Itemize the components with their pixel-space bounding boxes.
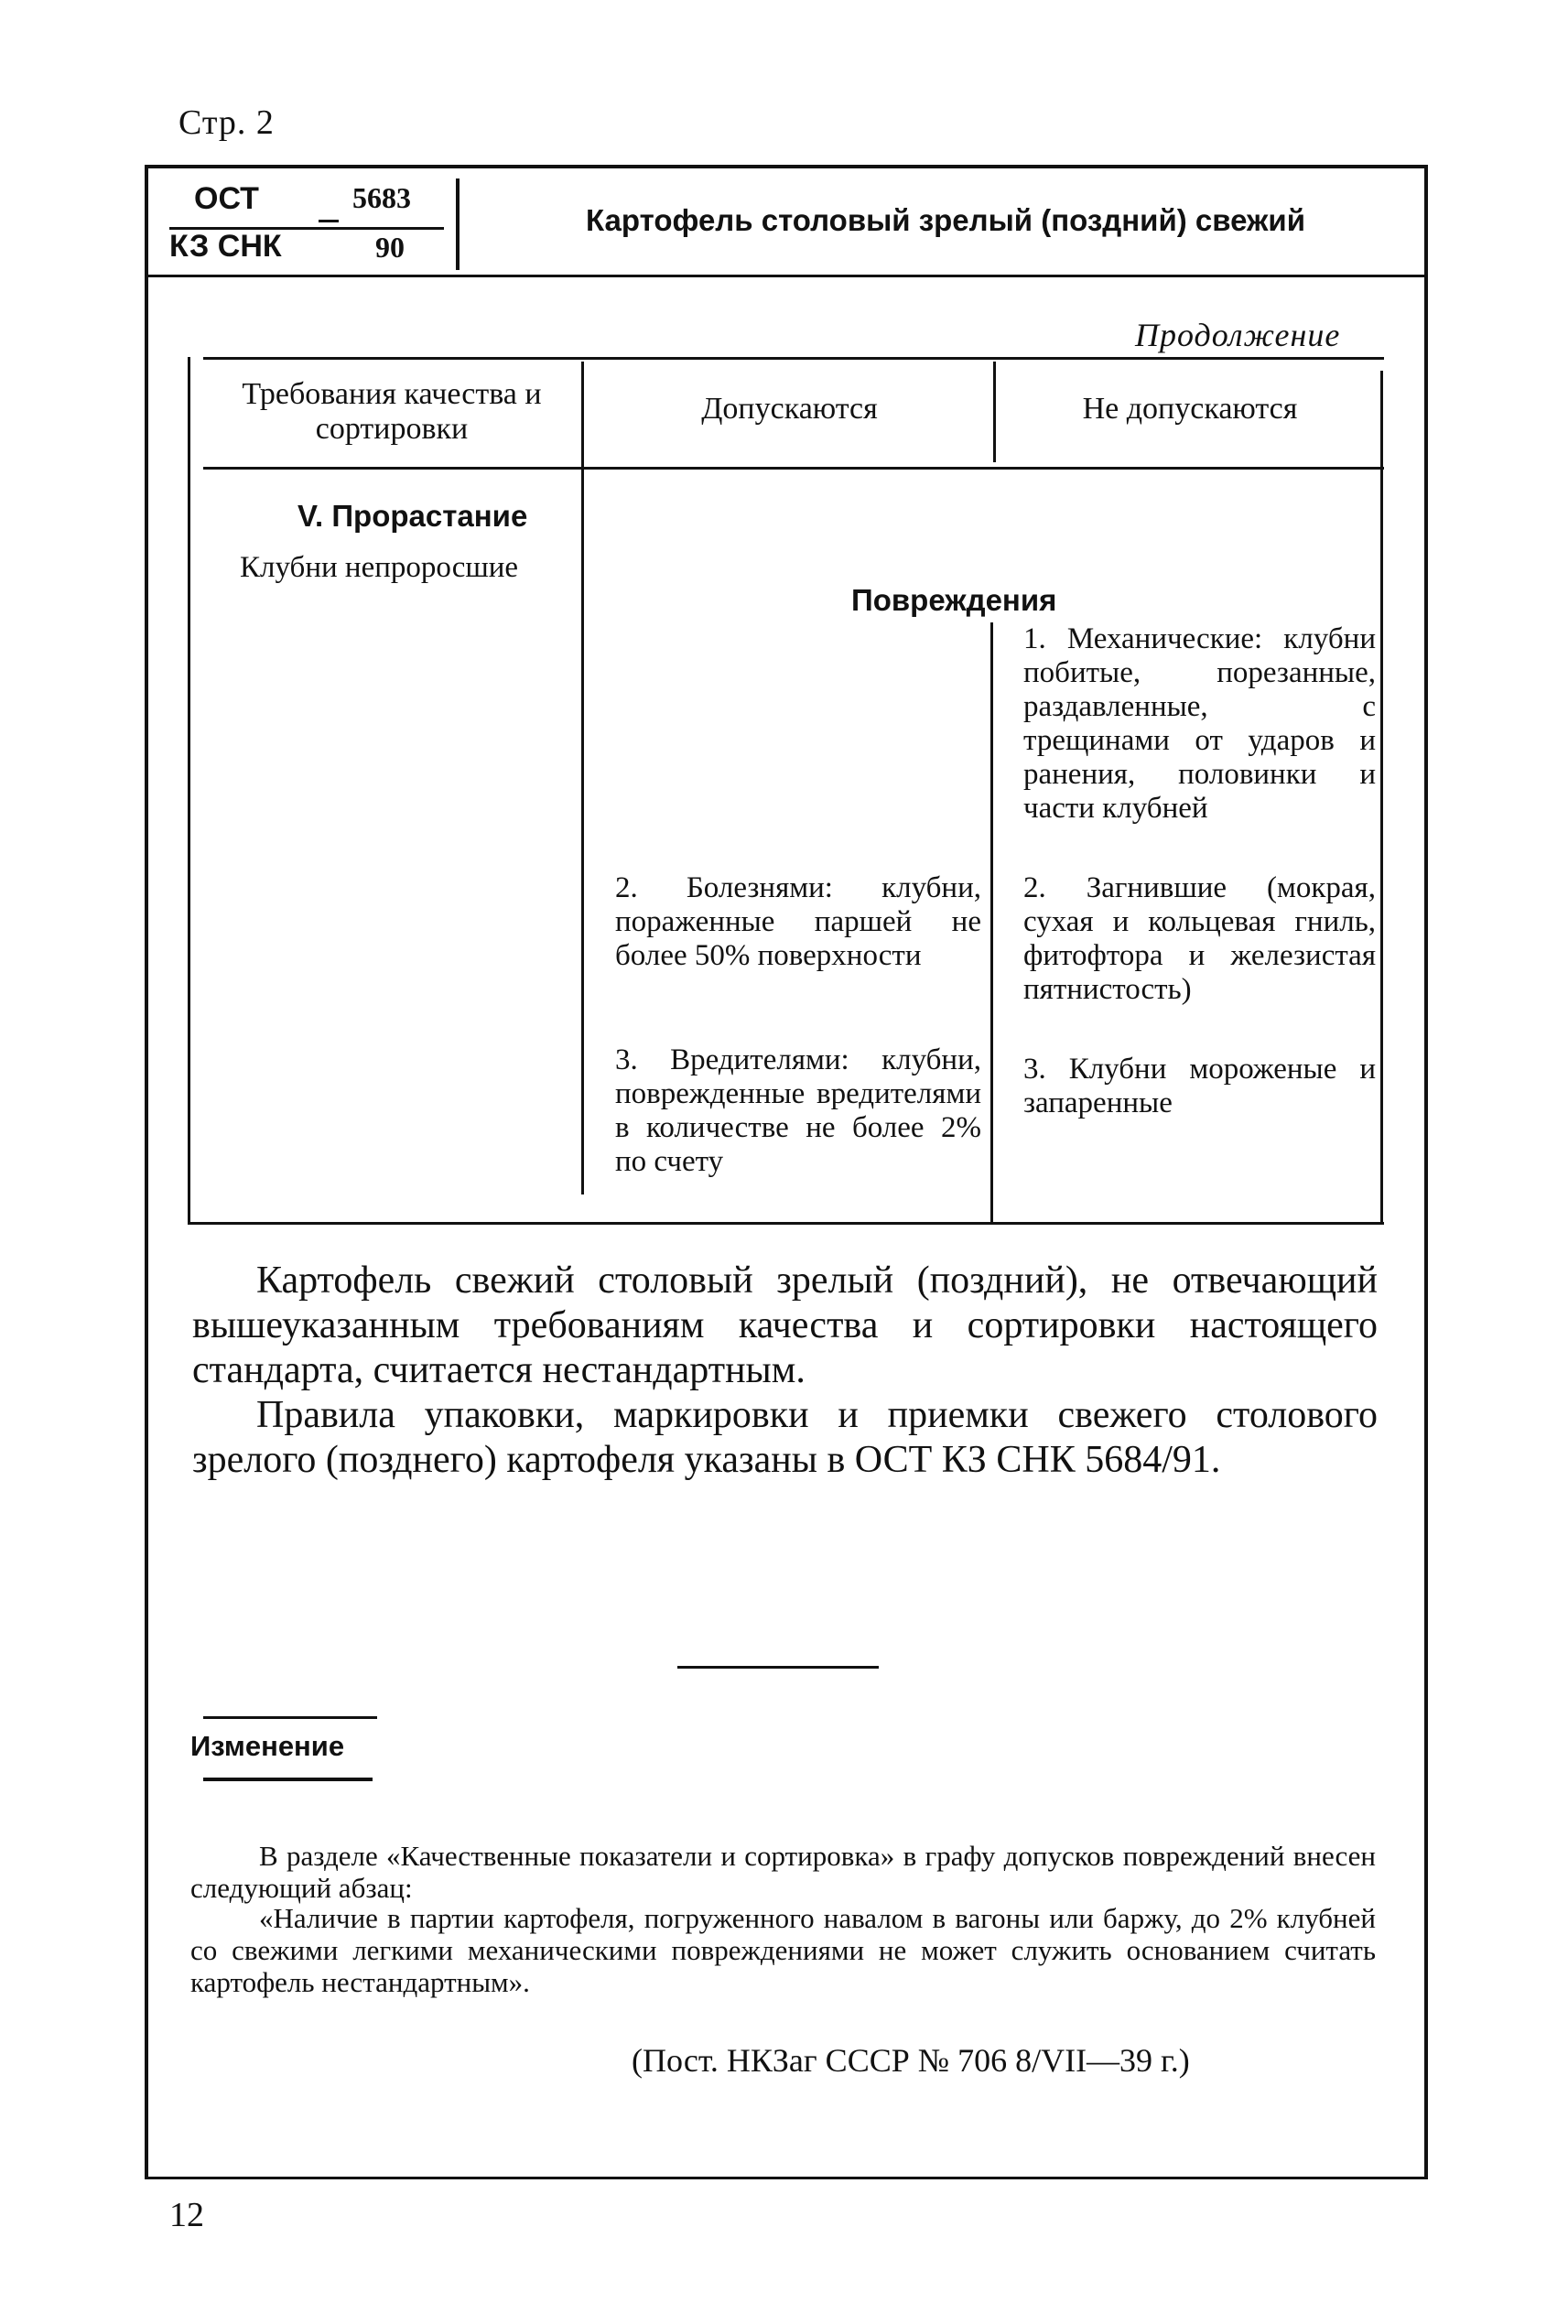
header-num-top: 5683 xyxy=(352,181,411,214)
change-text-1: В разделе «Качественные показатели и сортировка» в графу допусков повреждений внесен следующий абзац: xyxy=(190,1840,1376,1904)
table-header-bottom-rule xyxy=(203,467,1384,470)
body-paragraph-2: Правила упаковки, маркировки и приемки свежего столового зрелого (позднего) картофеля указаны в ОСТ КЗ СНК 5684/91. xyxy=(192,1394,1378,1481)
change-heading: Изменение xyxy=(190,1730,345,1762)
table-left-rule xyxy=(188,357,190,1222)
not-allowed-item-1: 1. Механические: клубни побитые, порезанные, раздавленные, с трещинами от ударов и ранения, половинки и части клубней xyxy=(1023,622,1376,825)
table-col1-rule xyxy=(581,362,584,1194)
page-label: Стр. 2 xyxy=(178,103,275,142)
table-header-not-allowed: Не допускаются xyxy=(1082,392,1298,426)
document-title: Картофель столовый зрелый (поздний) свежий xyxy=(586,203,1306,237)
table-right-rule xyxy=(1380,371,1383,1222)
section-separator xyxy=(677,1666,879,1669)
page-number: 12 xyxy=(169,2196,204,2234)
not-allowed-item-3: 3. Клубни мороженые и запаренные xyxy=(1023,1053,1376,1119)
change-text-2: «Наличие в партии картофеля, погруженного навалом в вагоны или баржу, до 2% клубней со свежими легкими механическими повреждениями не может служить основанием считать картофель нестандартным». xyxy=(190,1902,1376,1998)
frame-left-rule xyxy=(145,165,148,2178)
table-col2-rule-body xyxy=(990,622,993,1222)
not-allowed-item-2: 2. Загнившие (мокрая, сухая и кольцевая гниль, фитофтора и железистая пятнистость) xyxy=(1023,871,1376,1006)
table-header-requirements: Требования качества и сортировки xyxy=(242,377,542,446)
continuation-label: Продолжение xyxy=(1135,317,1341,353)
damage-heading: Повреждения xyxy=(851,583,1057,617)
table-col2-rule-head xyxy=(993,362,996,462)
requirement-text: Клубни непроросшие xyxy=(240,551,519,584)
change-rule-bottom xyxy=(203,1778,373,1781)
section-heading: V. Прорастание xyxy=(297,499,528,533)
header-num-bottom: 90 xyxy=(375,231,405,264)
header-code-top: ОСТ xyxy=(194,181,259,216)
body-paragraph-1: Картофель свежий столовый зрелый (поздний), не отвечающий вышеуказанным требованиям качества и сортировки настоящего стандарта, считается нестандартным. xyxy=(192,1259,1378,1391)
frame-top-rule xyxy=(146,165,1428,168)
table-top-rule xyxy=(203,357,1384,360)
header-code-bottom: КЗ СНК xyxy=(169,229,282,264)
allowed-item-3: 3. Вредителями: клубни, поврежденные вредителями в количестве не более 2% по счету xyxy=(615,1043,981,1178)
header-dash xyxy=(319,220,339,222)
header-bottom-rule xyxy=(146,275,1426,277)
allowed-item-2: 2. Болезнями: клубни, пораженные паршей не более 50% поверхности xyxy=(615,871,981,972)
table-header-allowed: Допускаются xyxy=(701,392,878,426)
frame-right-rule xyxy=(1424,165,1428,2178)
change-rule-top xyxy=(203,1716,377,1719)
table-bottom-rule xyxy=(188,1222,1384,1225)
frame-bottom-rule xyxy=(145,2177,1428,2179)
change-source: (Пост. НКЗаг СССР № 706 8/VII—39 г.) xyxy=(632,2042,1190,2079)
header-divider xyxy=(456,178,460,270)
